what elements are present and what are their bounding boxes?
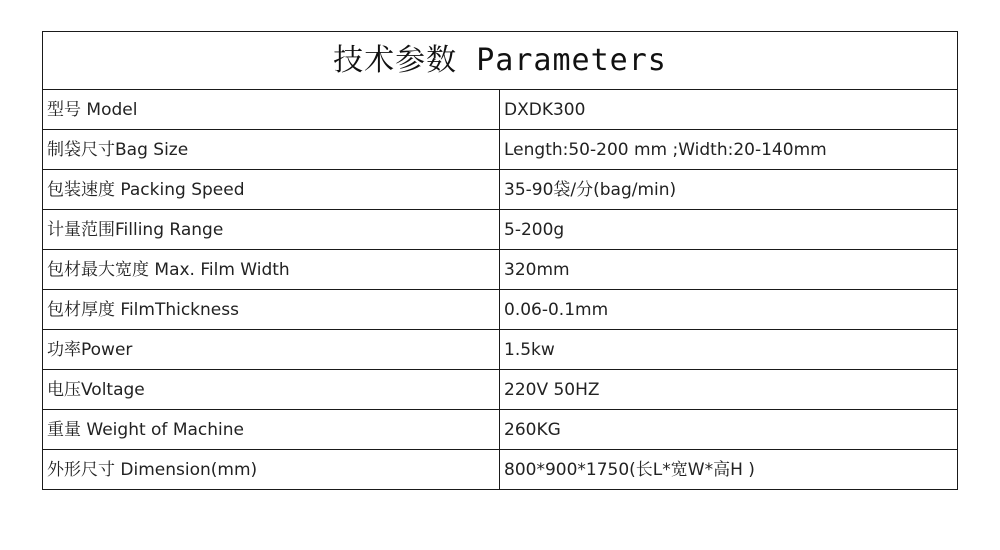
title-row xyxy=(43,32,958,90)
table-row xyxy=(43,90,958,130)
row-value: 260KG xyxy=(500,410,958,450)
row-label: 外形尺寸 Dimension(mm) xyxy=(43,450,500,490)
row-value: DXDK300 xyxy=(500,90,958,130)
table-row xyxy=(43,290,958,330)
row-value: 5-200g xyxy=(500,210,958,250)
row-label: 计量范围Filling Range xyxy=(43,210,500,250)
table-row xyxy=(43,450,958,490)
table-row xyxy=(43,170,958,210)
row-value: 320mm xyxy=(500,250,958,290)
row-label: 型号 Model xyxy=(43,90,500,130)
row-value: 800*900*1750(长L*宽W*高H ) xyxy=(500,450,958,490)
row-value: 0.06-0.1mm xyxy=(500,290,958,330)
row-value: 1.5kw xyxy=(500,330,958,370)
table-row xyxy=(43,370,958,410)
row-label: 功率Power xyxy=(43,330,500,370)
parameters-table-body xyxy=(43,32,958,490)
row-label: 电压Voltage xyxy=(43,370,500,410)
row-label: 重量 Weight of Machine xyxy=(43,410,500,450)
parameters-table xyxy=(42,31,958,490)
table-row xyxy=(43,210,958,250)
row-label: 包材最大宽度 Max. Film Width xyxy=(43,250,500,290)
table-row xyxy=(43,330,958,370)
row-label: 制袋尺寸Bag Size xyxy=(43,130,500,170)
row-label: 包材厚度 FilmThickness xyxy=(43,290,500,330)
row-value: 220V 50HZ xyxy=(500,370,958,410)
table-row xyxy=(43,250,958,290)
table-row xyxy=(43,130,958,170)
table-row xyxy=(43,410,958,450)
table-title: 技术参数 Parameters xyxy=(43,32,958,90)
row-value: Length:50-200 mm ;Width:20-140mm xyxy=(500,130,958,170)
row-label: 包装速度 Packing Speed xyxy=(43,170,500,210)
row-value: 35-90袋/分(bag/min) xyxy=(500,170,958,210)
